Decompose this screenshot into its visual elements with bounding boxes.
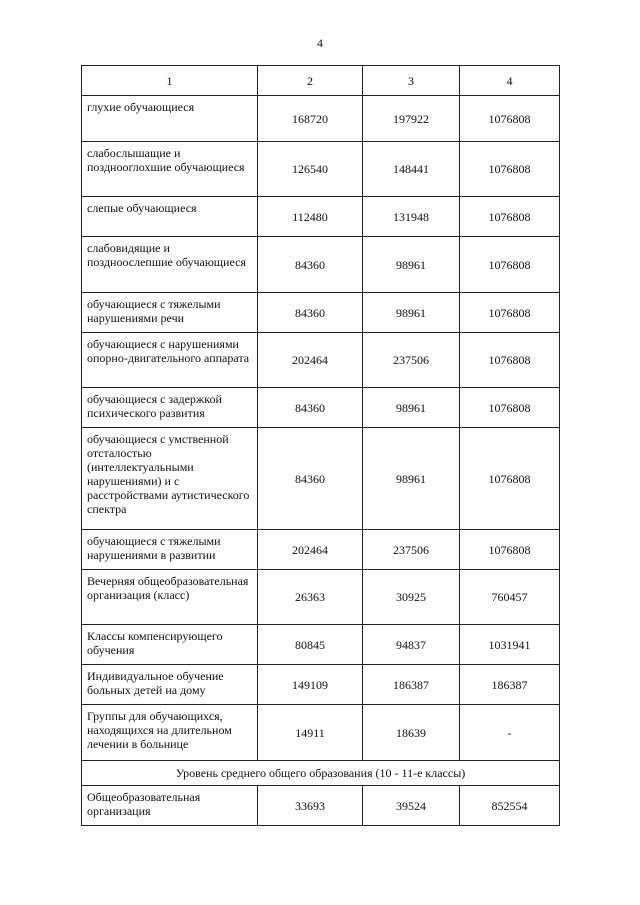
value-col-3: 98961 (363, 237, 460, 293)
table-row (82, 142, 560, 197)
value-col-4: 1031941 (460, 625, 560, 665)
value-col-3: 98961 (363, 428, 460, 530)
value-col-3: 131948 (363, 197, 460, 237)
value-col-4: 1076808 (460, 96, 560, 142)
value-col-4: 1076808 (460, 333, 560, 388)
header-cell-4: 4 (460, 66, 560, 96)
row-label: слепые обучающиеся (82, 197, 258, 237)
value-col-2: 112480 (258, 197, 363, 237)
value-col-3: 237506 (363, 333, 460, 388)
value-col-3: 237506 (363, 530, 460, 570)
table-row (82, 333, 560, 388)
table-row (82, 786, 560, 826)
row-label: Группы для обучающихся, находящихся на длительном лечении в больнице (82, 705, 258, 761)
header-row (82, 66, 560, 96)
row-label: слабослышащие и позднооглохшие обучающиеся (82, 142, 258, 197)
row-label: Индивидуальное обучение больных детей на дому (82, 665, 258, 705)
value-col-4: 186387 (460, 665, 560, 705)
value-col-4: 1076808 (460, 237, 560, 293)
table-row (82, 293, 560, 333)
section-title: Уровень среднего общего образования (10 - 11-е классы) (82, 761, 560, 786)
value-col-3: 197922 (363, 96, 460, 142)
value-col-4: 1076808 (460, 388, 560, 428)
value-col-2: 126540 (258, 142, 363, 197)
table-row (82, 530, 560, 570)
table-row (82, 665, 560, 705)
value-col-4: 852554 (460, 786, 560, 826)
value-col-3: 39524 (363, 786, 460, 826)
row-label: обучающиеся с нарушениями опорно-двигательного аппарата (82, 333, 258, 388)
table-row (82, 570, 560, 625)
value-col-2: 202464 (258, 530, 363, 570)
value-col-2: 26363 (258, 570, 363, 625)
row-label: глухие обучающиеся (82, 96, 258, 142)
value-col-4: 760457 (460, 570, 560, 625)
value-col-3: 98961 (363, 388, 460, 428)
table-row (82, 237, 560, 293)
value-col-4: 1076808 (460, 530, 560, 570)
value-col-4: 1076808 (460, 197, 560, 237)
header-cell-2: 2 (258, 66, 363, 96)
table-row (82, 428, 560, 530)
row-label: обучающиеся с тяжелыми нарушениями речи (82, 293, 258, 333)
table-row (82, 197, 560, 237)
value-col-2: 202464 (258, 333, 363, 388)
value-col-3: 98961 (363, 293, 460, 333)
value-col-3: 30925 (363, 570, 460, 625)
value-col-3: 18639 (363, 705, 460, 761)
table-row (82, 625, 560, 665)
row-label: Общеобразовательная организация (82, 786, 258, 826)
value-col-2: 84360 (258, 388, 363, 428)
value-col-4: - (460, 705, 560, 761)
value-col-3: 186387 (363, 665, 460, 705)
value-col-2: 80845 (258, 625, 363, 665)
value-col-4: 1076808 (460, 142, 560, 197)
table-row (82, 705, 560, 761)
value-col-2: 84360 (258, 428, 363, 530)
row-label: Классы компенсирующего обучения (82, 625, 258, 665)
row-label: Вечерняя общеобразовательная организация (класс) (82, 570, 258, 625)
value-col-3: 94837 (363, 625, 460, 665)
value-col-4: 1076808 (460, 428, 560, 530)
value-col-3: 148441 (363, 142, 460, 197)
table-row (82, 388, 560, 428)
value-col-2: 149109 (258, 665, 363, 705)
header-cell-1: 1 (82, 66, 258, 96)
row-label: обучающиеся с умственной отсталостью (интеллектуальными нарушениями) и с расстройствами аутистического спектра (82, 428, 258, 530)
row-label: обучающиеся с тяжелыми нарушениями в развитии (82, 530, 258, 570)
value-col-2: 14911 (258, 705, 363, 761)
value-col-2: 168720 (258, 96, 363, 142)
value-col-2: 84360 (258, 237, 363, 293)
row-label: слабовидящие и поздноослепшие обучающиеся (82, 237, 258, 293)
value-col-2: 84360 (258, 293, 363, 333)
row-label: обучающиеся с задержкой психического развития (82, 388, 258, 428)
value-col-2: 33693 (258, 786, 363, 826)
funding-table (81, 65, 560, 826)
section-row (82, 761, 560, 786)
header-cell-3: 3 (363, 66, 460, 96)
table-row (82, 96, 560, 142)
page-number: 4 (317, 36, 323, 50)
value-col-4: 1076808 (460, 293, 560, 333)
